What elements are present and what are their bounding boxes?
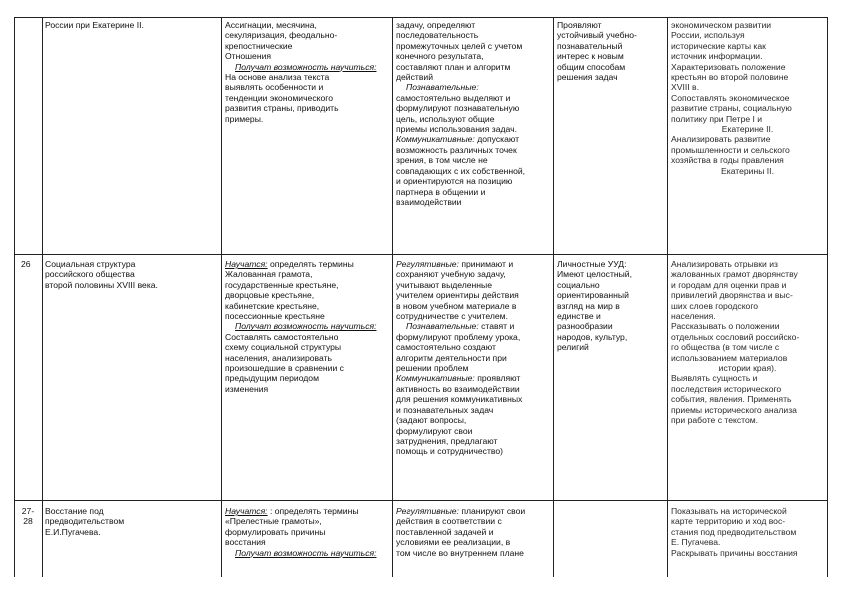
- cell-line: [396, 548, 551, 558]
- row-divider: [14, 254, 828, 255]
- line-text: жалованных грамот дворянству: [671, 269, 798, 280]
- line-text: отдельных сословий российско-: [671, 331, 800, 342]
- line-text: источник информации.: [671, 51, 763, 62]
- label-text: Получат возможность научиться:: [235, 61, 377, 72]
- cell-line: [396, 373, 551, 383]
- cell-line: [396, 342, 551, 352]
- cell-line: [396, 415, 551, 425]
- line-text: приемы использования задач.: [396, 124, 517, 135]
- line-text: и познавательных задач: [396, 404, 494, 415]
- line-text: самостоятельно выделяют и: [396, 92, 511, 103]
- row-1-activities: [671, 20, 824, 176]
- cell-line: [557, 301, 665, 311]
- line-text: конечного результата,: [396, 51, 484, 62]
- line-text: события, явления. Применять: [671, 394, 792, 405]
- cell-line: [396, 516, 551, 526]
- line-text: крестьян во второй половине: [671, 72, 789, 83]
- cell-line: [396, 93, 551, 103]
- line-text: при работе с текстом.: [671, 415, 759, 426]
- cell-line: [396, 506, 551, 516]
- line-text: Отношения: [225, 51, 272, 62]
- line-text: учитывают выделенные: [396, 279, 493, 290]
- line-text: самостоятельно создают: [396, 342, 496, 353]
- cell-line: [396, 426, 551, 436]
- row-3-meta-skills: [396, 506, 551, 558]
- line-text: хозяйства в годы правления: [671, 155, 784, 166]
- cell-line: [396, 446, 551, 456]
- line-text: Составлять самостоятельно: [225, 331, 339, 342]
- column-divider: [553, 17, 554, 577]
- cell-line: [396, 394, 551, 404]
- cell-line: [671, 311, 824, 321]
- line-text: ориентированный: [557, 290, 629, 301]
- line-text: дворцовые крестьяне,: [225, 290, 315, 301]
- cell-line: [671, 269, 824, 279]
- line-text: XVIII в.: [671, 82, 699, 93]
- line-text: : определять термины: [267, 506, 359, 516]
- cell-line: [671, 394, 824, 404]
- cell-line: [671, 506, 824, 516]
- line-text: использованием материалов: [671, 352, 788, 363]
- cell-line: [225, 548, 389, 558]
- cell-line: [396, 405, 551, 415]
- column-divider: [221, 17, 222, 577]
- line-text: взаимодействии: [396, 196, 462, 207]
- label-text: Регулятивные:: [396, 506, 459, 516]
- line-text: проявляют: [474, 373, 521, 384]
- cell-line: [396, 145, 551, 155]
- cell-line: [225, 373, 389, 383]
- row-2-number: 26: [21, 259, 31, 269]
- cell-line: [396, 103, 551, 113]
- cell-line: [225, 62, 389, 72]
- line-text: партнера в общении и: [396, 186, 486, 197]
- line-text: последствия исторического: [671, 383, 782, 394]
- line-text: Е. Пугачева.: [671, 537, 721, 548]
- cell-line: [396, 384, 551, 394]
- cell-line: [557, 41, 665, 51]
- cell-line: [671, 537, 824, 547]
- row-3-number: 27- 28: [21, 506, 35, 527]
- column-divider: [42, 17, 43, 577]
- column-divider: [392, 17, 393, 577]
- line-text: народов, культур,: [557, 331, 628, 342]
- line-text: Анализировать отрывки из: [671, 259, 778, 269]
- line-text: том числе во внутреннем плане: [396, 547, 524, 558]
- row-2-content: [225, 259, 389, 394]
- row-divider: [14, 500, 828, 501]
- row-1-topic: России при Екатерине II.: [45, 20, 144, 30]
- line-text: промежуточных целей с учетом: [396, 40, 523, 51]
- cell-line: [671, 134, 824, 144]
- row-3-activities: [671, 506, 824, 558]
- line-text: крепостнические: [225, 40, 293, 51]
- line-text: политику при Петре I и: [671, 113, 763, 124]
- table-border-left: [14, 17, 15, 577]
- line-text: изменения: [225, 383, 269, 394]
- cell-line: [671, 145, 824, 155]
- line-text: выявлять особенности и: [225, 82, 324, 93]
- label-text: Познавательные:: [406, 82, 479, 93]
- line-text: решении проблем: [396, 363, 469, 374]
- cell-line: [225, 103, 389, 113]
- line-text: Личностные УУД:: [557, 259, 627, 269]
- cell-line: [225, 82, 389, 92]
- line-text: планируют свои: [458, 506, 526, 516]
- cell-line: [396, 290, 551, 300]
- line-text: На основе анализа текста: [225, 72, 330, 83]
- cell-line: [396, 176, 551, 186]
- cell-line: [671, 114, 824, 124]
- line-text: формулируют свои: [396, 425, 473, 436]
- cell-line: [225, 311, 389, 321]
- line-text: задачу, определяют: [396, 20, 476, 30]
- row-1-content: [225, 20, 389, 124]
- cell-line: [396, 187, 551, 197]
- cell-line: [671, 516, 824, 526]
- line-text: Рассказывать о положении: [671, 321, 780, 332]
- line-text: интерес к новым: [557, 51, 624, 62]
- cell-line: [225, 72, 389, 82]
- row-2-personal-skills: [557, 259, 665, 353]
- cell-line: [557, 342, 665, 352]
- line-text: религий: [557, 342, 589, 353]
- cell-line: [225, 20, 389, 30]
- line-text: и ориентируются на позицию: [396, 176, 513, 187]
- cell-line: [557, 332, 665, 342]
- cell-line: [671, 30, 824, 40]
- label-text: Получат возможность научиться:: [235, 321, 377, 332]
- cell-line: [225, 259, 389, 269]
- line-text: возможность различных точек: [396, 144, 517, 155]
- label-text: Научатся:: [225, 506, 268, 516]
- cell-line: [671, 51, 824, 61]
- cell-line: [396, 436, 551, 446]
- cell-line: [671, 415, 824, 425]
- line-text: и городам для оценки прав и: [671, 279, 787, 290]
- cell-line: [396, 51, 551, 61]
- row-3-topic: Восстание под предводительством Е.И.Пугачева.: [45, 506, 125, 537]
- line-text: для решения коммуникативных: [396, 394, 523, 405]
- cell-line: [557, 280, 665, 290]
- line-text: произошедшие в сравнении с: [225, 363, 344, 374]
- line-text: стания под предводительством: [671, 526, 797, 537]
- cell-line: [396, 114, 551, 124]
- line-text: разнообразии: [557, 321, 613, 332]
- line-text: формулировать причины: [225, 526, 326, 537]
- line-text: населения, анализировать: [225, 352, 332, 363]
- cell-line: [225, 114, 389, 124]
- line-text: последовательность: [396, 30, 479, 41]
- label-text: Регулятивные:: [396, 259, 459, 269]
- line-text: Характеризовать положение: [671, 61, 786, 72]
- line-text: активность во взаимодействии: [396, 383, 520, 394]
- line-text: предыдущим периодом: [225, 373, 319, 384]
- cell-line: [396, 311, 551, 321]
- line-text: привилегий дворянства и выс-: [671, 290, 793, 301]
- label-text: Коммуникативные:: [396, 134, 475, 145]
- cell-line: [225, 506, 389, 516]
- line-text: действий: [396, 72, 433, 83]
- cell-line: [225, 537, 389, 547]
- label-text: Коммуникативные:: [396, 373, 475, 384]
- line-text: промышленности и сельского: [671, 144, 790, 155]
- line-text: населения.: [671, 311, 716, 322]
- cell-line: [671, 41, 824, 51]
- cell-line: [671, 82, 824, 92]
- line-text: Екатерине II.: [721, 124, 774, 135]
- row-2-topic: Социальная структура российского общества второй половины XVIII века.: [45, 259, 158, 290]
- cell-line: [396, 363, 551, 373]
- cell-line: [396, 332, 551, 342]
- line-text: посессионные крестьяне: [225, 311, 325, 322]
- line-text: Раскрывать причины восстания: [671, 547, 798, 558]
- row-1-personal-skills: [557, 20, 665, 82]
- cell-line: [396, 280, 551, 290]
- cell-line: [225, 353, 389, 363]
- cell-line: [396, 527, 551, 537]
- cell-line: [557, 321, 665, 331]
- line-text: общим способам: [557, 61, 626, 72]
- cell-line: [225, 516, 389, 526]
- cell-line: [557, 30, 665, 40]
- line-text: развития страны, приводить: [225, 103, 339, 114]
- cell-line: [225, 269, 389, 279]
- row-2-activities: [671, 259, 824, 426]
- line-text: экономическом развитии: [671, 20, 772, 30]
- cell-line: [225, 93, 389, 103]
- cell-line: [671, 20, 824, 30]
- line-text: познавательный: [557, 40, 623, 51]
- label-text: Научатся:: [225, 259, 268, 269]
- line-text: карте территорию и ход вос-: [671, 516, 786, 527]
- line-text: помощь и сотрудничество): [396, 446, 504, 457]
- cell-line: [396, 30, 551, 40]
- line-text: взгляд на мир в: [557, 300, 620, 311]
- cell-line: [225, 301, 389, 311]
- line-text: условиями ее реализации, в: [396, 537, 511, 548]
- row-3-content: [225, 506, 389, 558]
- cell-line: [671, 72, 824, 82]
- line-text: Сопоставлять экономическое: [671, 92, 790, 103]
- line-text: схему социальной структуры: [225, 342, 342, 353]
- line-text: социально: [557, 279, 600, 290]
- cell-line: [396, 124, 551, 134]
- row-1-meta-skills: [396, 20, 551, 207]
- line-text: Жалованная грамота,: [225, 269, 313, 280]
- row-2-meta-skills: [396, 259, 551, 457]
- line-text: формулируют познавательную: [396, 103, 520, 114]
- line-text: исторические карты как: [671, 40, 766, 51]
- line-text: Анализировать развитие: [671, 134, 771, 145]
- line-text: ших слоев городского: [671, 300, 759, 311]
- line-text: сотрудничестве с учителем.: [396, 311, 508, 322]
- line-text: (задают вопросы,: [396, 415, 467, 426]
- cell-line: [396, 62, 551, 72]
- line-text: «Прелестные грамоты»,: [225, 516, 322, 527]
- cell-line: [225, 280, 389, 290]
- cell-line: [671, 280, 824, 290]
- cell-line: [396, 82, 551, 92]
- cell-line: [225, 342, 389, 352]
- cell-line: [671, 548, 824, 558]
- cell-line: [671, 527, 824, 537]
- cell-line: [396, 41, 551, 51]
- line-text: поставленной задачей и: [396, 526, 494, 537]
- cell-line: [396, 72, 551, 82]
- cell-line: [396, 166, 551, 176]
- line-text: истории края).: [718, 363, 777, 374]
- table-border-right: [827, 17, 828, 577]
- cell-line: [225, 290, 389, 300]
- line-text: совпадающих с их собственной,: [396, 165, 526, 176]
- line-text: тенденции экономического: [225, 92, 333, 103]
- line-text: затруднения, предлагают: [396, 435, 498, 446]
- line-text: решения задач: [557, 72, 618, 83]
- cell-line: [396, 353, 551, 363]
- line-text: го общества (в том числе с: [671, 342, 780, 353]
- cell-line: [396, 20, 551, 30]
- line-text: кабинетские крестьяне,: [225, 300, 320, 311]
- line-text: определять термины: [267, 259, 354, 269]
- line-text: в новом учебном материале в: [396, 300, 517, 311]
- cell-line: [671, 301, 824, 311]
- cell-line: [396, 537, 551, 547]
- cell-line: [671, 363, 824, 373]
- cell-line: [557, 62, 665, 72]
- cell-line: [671, 290, 824, 300]
- cell-line: [225, 321, 389, 331]
- line-text: цель, используют общие: [396, 113, 495, 124]
- cell-line: [396, 321, 551, 331]
- cell-line: [557, 290, 665, 300]
- line-text: допускают: [474, 134, 520, 145]
- label-text: Познавательные:: [406, 321, 479, 332]
- cell-line: [671, 155, 824, 165]
- cell-line: [671, 62, 824, 72]
- cell-line: [225, 41, 389, 51]
- line-text: развитие страны, социальную: [671, 103, 792, 114]
- cell-line: [396, 259, 551, 269]
- cell-line: [671, 332, 824, 342]
- line-text: алгоритм деятельности при: [396, 352, 507, 363]
- line-text: единстве и: [557, 311, 601, 322]
- line-text: зрения, в том числе не: [396, 155, 488, 166]
- cell-line: [557, 20, 665, 30]
- cell-line: [671, 353, 824, 363]
- cell-line: [225, 332, 389, 342]
- cell-line: [557, 259, 665, 269]
- cell-line: [225, 30, 389, 40]
- cell-line: [557, 269, 665, 279]
- line-text: Выявлять сущность и: [671, 373, 758, 384]
- cell-line: [225, 384, 389, 394]
- cell-line: [671, 259, 824, 269]
- cell-line: [225, 363, 389, 373]
- line-text: принимают и: [458, 259, 514, 269]
- cell-line: [396, 301, 551, 311]
- line-text: формулируют проблему урока,: [396, 331, 521, 342]
- cell-line: [557, 51, 665, 61]
- cell-line: [671, 405, 824, 415]
- cell-line: [671, 373, 824, 383]
- cell-line: [396, 269, 551, 279]
- cell-line: [671, 342, 824, 352]
- cell-line: [671, 103, 824, 113]
- line-text: ставят и: [478, 321, 515, 332]
- cell-line: [671, 166, 824, 176]
- line-text: Проявляют: [557, 20, 602, 30]
- line-text: России, используя: [671, 30, 745, 41]
- line-text: Имеют целостный,: [557, 269, 632, 280]
- cell-line: [396, 134, 551, 144]
- cell-line: [557, 72, 665, 82]
- cell-line: [225, 51, 389, 61]
- cell-line: [671, 124, 824, 134]
- table-border-top: [14, 17, 828, 18]
- line-text: государственные крестьяне,: [225, 279, 339, 290]
- cell-line: [225, 527, 389, 537]
- column-divider: [667, 17, 668, 577]
- line-text: учителем ориентиры действия: [396, 290, 519, 301]
- cell-line: [396, 155, 551, 165]
- line-text: восстания: [225, 537, 266, 548]
- cell-line: [396, 197, 551, 207]
- line-text: действия в соответствии с: [396, 516, 502, 527]
- line-text: составляют план и алгоритм: [396, 61, 511, 72]
- line-text: секуляризация, феодально-: [225, 30, 338, 41]
- line-text: сохраняют учебную задачу,: [396, 269, 506, 280]
- cell-line: [557, 311, 665, 321]
- line-text: устойчивый учебно-: [557, 30, 637, 41]
- line-text: Екатерины II.: [721, 165, 774, 176]
- cell-line: [671, 93, 824, 103]
- label-text: Получат возможность научиться:: [235, 547, 377, 558]
- line-text: приемы исторического анализа: [671, 404, 797, 415]
- cell-line: [671, 321, 824, 331]
- cell-line: [671, 384, 824, 394]
- line-text: примеры.: [225, 113, 264, 124]
- line-text: Показывать на исторической: [671, 506, 787, 516]
- line-text: Ассигнации, месячина,: [225, 20, 317, 30]
